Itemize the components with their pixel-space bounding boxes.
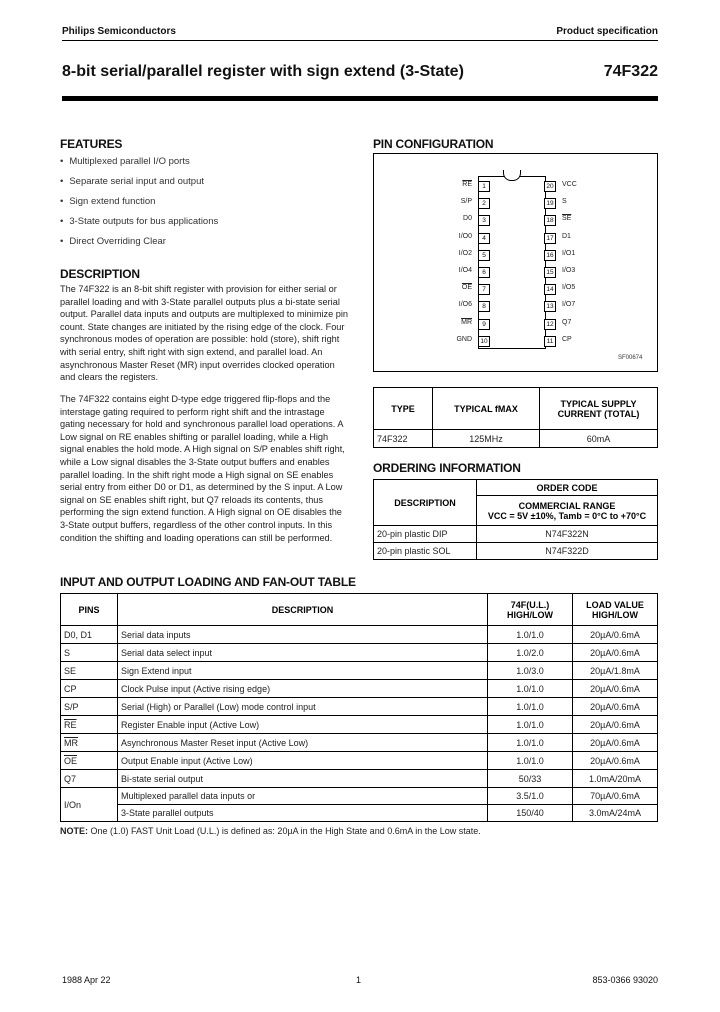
pin-number-left: 1 — [478, 181, 490, 192]
feature-item: • Direct Overriding Clear — [60, 232, 218, 252]
io-load-cell: 3.0mA/24mA — [573, 805, 658, 822]
pin-label-left: $\overline{MR}$ — [461, 318, 472, 326]
type-col-header: TYPE — [374, 388, 433, 430]
figure-id: SF00674 — [618, 355, 643, 361]
load-cell: 20µA/0.6mA — [573, 716, 658, 734]
table-row — [61, 752, 658, 770]
ul-cell: 1.0/1.0 — [488, 680, 573, 698]
document-type: Product specification — [556, 26, 658, 37]
header-thin-rule — [62, 40, 658, 41]
desc-cell: Serial (High) or Parallel (Low) mode control input — [118, 698, 488, 716]
pin-number-right: 13 — [544, 301, 556, 312]
ul-cell: 1.0/1.0 — [488, 698, 573, 716]
pin-number-left: 7 — [478, 284, 490, 295]
pin-number-right: 17 — [544, 233, 556, 244]
pin-config-heading: PIN CONFIGURATION — [373, 137, 494, 151]
io-load-cell: 70µA/0.6mA — [573, 788, 658, 805]
description-para-1: The 74F322 is an 8-bit shift register with provision for either serial or parallel loading and with 3-State parallel outputs plus a bi-state serial output. Parallel data inputs and outputs are multiplexed to minimize pin count. State changes are initiated by the rising edge of the clock. Four synchronous modes of operation are possible: hold (store), shift right with serial entry, shift right with sign extend, and parallel load. An asynchronous Master Reset (MR) input overrides clocked operation and clears the registers. — [60, 284, 349, 383]
desc-col-header: DESCRIPTION — [118, 594, 488, 626]
desc-cell: Output Enable input (Active Low) — [118, 752, 488, 770]
desc-cell: Bi-state serial output — [118, 770, 488, 788]
pin-label-right: I/O1 — [562, 249, 576, 257]
supply-col-header: TYPICAL SUPPLY CURRENT (TOTAL) — [540, 388, 658, 430]
desc-cell: Sign Extend input — [118, 662, 488, 680]
load-cell: 20µA/0.6mA — [573, 626, 658, 644]
ordering-table — [373, 479, 658, 560]
footer-page: 1 — [356, 975, 362, 985]
pin-number-left: 9 — [478, 319, 490, 330]
io-ul-cell: 3.5/1.0 — [488, 788, 573, 805]
ordering-code-header: ORDER CODE — [477, 480, 658, 496]
load-cell: 20µA/0.6mA — [573, 680, 658, 698]
desc-cell: Asynchronous Master Reset input (Active Low) — [118, 734, 488, 752]
ul-cell: 1.0/2.0 — [488, 644, 573, 662]
feature-item: • 3-State outputs for bus applications — [60, 212, 218, 232]
io-desc-cell: Multiplexed parallel data inputs or — [118, 788, 488, 805]
pin-label-left: GND — [456, 335, 472, 343]
ordering-row-desc: 20-pin plastic DIP — [374, 526, 477, 543]
company-name: Philips Semiconductors — [62, 26, 176, 37]
footer-date: 1988 Apr 22 — [62, 975, 111, 985]
table-row — [61, 716, 658, 734]
pin-cell: $\overline{OE}$ — [61, 752, 118, 770]
commercial-range-condition: VCC = 5V ±10%, Tamb = 0°C to +70°C — [487, 510, 647, 521]
pin-label-right: D1 — [562, 232, 571, 240]
pin-number-left: 4 — [478, 233, 490, 244]
desc-cell: Register Enable input (Active Low) — [118, 716, 488, 734]
loading-table — [60, 593, 658, 822]
pin-number-right: 18 — [544, 215, 556, 226]
desc-cell: Serial data inputs — [118, 626, 488, 644]
pin-label-right: $\overline{SE}$ — [562, 215, 572, 223]
desc-cell: Clock Pulse input (Active rising edge) — [118, 680, 488, 698]
pin-cell: S/P — [61, 698, 118, 716]
ul-cell: 1.0/1.0 — [488, 716, 573, 734]
ordering-desc-header: DESCRIPTION — [374, 480, 477, 526]
table-row — [61, 626, 658, 644]
pin-label-right: VCC — [562, 181, 577, 188]
load-cell: 20µA/0.6mA — [573, 734, 658, 752]
type-table — [373, 387, 658, 448]
desc-cell: Serial data select input — [118, 644, 488, 662]
pin-cell: SE — [61, 662, 118, 680]
fmax-cell: 125MHz — [433, 430, 540, 448]
pin-label-left: I/O6 — [458, 301, 472, 309]
fmax-col-header: TYPICAL fMAX — [433, 388, 540, 430]
ul-col-header: 74F(U.L.) HIGH/LOW — [488, 594, 573, 626]
pin-label-left: S/P — [460, 198, 472, 206]
pin-label-right: CP — [562, 335, 572, 343]
table-row — [61, 698, 658, 716]
note-text: One (1.0) FAST Unit Load (U.L.) is defined as: 20µA in the High State and 0.6mA in the Low state. — [90, 826, 481, 836]
table-row — [61, 662, 658, 680]
pin-number-left: 6 — [478, 267, 490, 278]
page-title: 8-bit serial/parallel register with sign extend (3-State) — [62, 63, 464, 80]
pin-label-right: I/O3 — [562, 267, 576, 274]
pin-number-left: 2 — [478, 198, 490, 209]
pin-label-left: I/O4 — [458, 267, 472, 274]
ordering-row-code: N74F322N — [477, 526, 658, 543]
load-cell: 1.0mA/20mA — [573, 770, 658, 788]
loading-note — [60, 826, 481, 836]
loading-body — [61, 626, 658, 788]
pin-cell: $\overline{RE}$ — [61, 716, 118, 734]
pin-label-right: Q7 — [562, 318, 572, 326]
load-cell: 20µA/0.6mA — [573, 644, 658, 662]
pin-number-left: 5 — [478, 250, 490, 261]
pin-number-right: 11 — [544, 336, 556, 347]
feature-item: • Separate serial input and output — [60, 172, 218, 192]
pin-number-right: 12 — [544, 319, 556, 330]
pin-cell: $\overline{MR}$ — [61, 734, 118, 752]
pin-cell: CP — [61, 680, 118, 698]
ul-cell: 1.0/3.0 — [488, 662, 573, 680]
header-thick-rule — [62, 96, 658, 101]
table-row — [61, 770, 658, 788]
type-cell: 74F322 — [374, 430, 433, 448]
features-heading: FEATURES — [60, 137, 123, 151]
table-row — [61, 734, 658, 752]
pin-number-left: 3 — [478, 215, 490, 226]
io-ul-cell: 150/40 — [488, 805, 573, 822]
pin-cell: S — [61, 644, 118, 662]
features-list — [60, 152, 218, 252]
feature-item: • Multiplexed parallel I/O ports — [60, 152, 218, 172]
io-pin-cell: I/On — [61, 788, 118, 822]
ordering-row-desc: 20-pin plastic SOL — [374, 543, 477, 560]
pin-number-left: 8 — [478, 301, 490, 312]
pin-label-right: I/O5 — [562, 284, 576, 292]
ul-cell: 1.0/1.0 — [488, 752, 573, 770]
ul-cell: 1.0/1.0 — [488, 626, 573, 644]
pin-label-right: S — [562, 198, 567, 206]
load-cell: 20µA/1.8mA — [573, 662, 658, 680]
part-number: 74F322 — [603, 63, 658, 80]
pin-label-left: I/O0 — [458, 232, 472, 240]
pins-col-header: PINS — [61, 594, 118, 626]
pin-label-left: I/O2 — [458, 249, 472, 257]
io-desc-cell: 3-State parallel outputs — [118, 805, 488, 822]
pin-label-left: D0 — [463, 215, 472, 223]
load-col-header: LOAD VALUE HIGH/LOW — [573, 594, 658, 626]
pin-number-right: 15 — [544, 267, 556, 278]
commercial-range-label: COMMERCIAL RANGE — [518, 500, 616, 511]
pin-cell: Q7 — [61, 770, 118, 788]
description-heading: DESCRIPTION — [60, 267, 140, 281]
ordering-range-header — [477, 496, 658, 526]
note-label: NOTE: — [60, 826, 88, 836]
pin-label-left: $\overline{OE}$ — [461, 284, 472, 292]
ul-cell: 1.0/1.0 — [488, 734, 573, 752]
pin-number-right: 19 — [544, 198, 556, 209]
pin-cell: D0, D1 — [61, 626, 118, 644]
pin-number-right: 16 — [544, 250, 556, 261]
load-cell: 20µA/0.6mA — [573, 698, 658, 716]
description-para-2: The 74F322 contains eight D-type edge triggered flip-flops and the interstage gating required to perform right shift and the intrastage gating necessary for hold and synchronous parallel load operations. A Low signal on RE enables shifting or parallel loading, while a High signal enables the hold mode. A High signal on S/P enables shift right, while a Low signal disables the 3-State output buffers and enables parallel loading. In the shift right mode a High signal on SE enables serial entry from either D0 or D1, as determined by the S input. A Low signal on SE enables shift right, but Q7 reloads its contents, thus performing the sign extend function. A High signal on OE disables the 3-State output buffers, regardless of the other control inputs. In this condition the shifting and loading operations can still be performed. — [60, 394, 345, 543]
ordering-row-code: N74F322D — [477, 543, 658, 560]
pin-number-left: 10 — [478, 336, 490, 347]
load-cell: 20µA/0.6mA — [573, 752, 658, 770]
table-row — [61, 644, 658, 662]
table-row — [61, 680, 658, 698]
feature-item: • Sign extend function — [60, 192, 218, 212]
ordering-heading: ORDERING INFORMATION — [373, 461, 521, 475]
pin-number-right: 20 — [544, 181, 556, 192]
supply-cell: 60mA — [540, 430, 658, 448]
footer-code: 853-0366 93020 — [592, 975, 658, 985]
pin-label-left: $\overline{RE}$ — [462, 181, 472, 188]
pin-number-right: 14 — [544, 284, 556, 295]
loading-heading: INPUT AND OUTPUT LOADING AND FAN-OUT TABLE — [60, 575, 356, 589]
pin-label-right: I/O7 — [562, 301, 576, 309]
ul-cell: 50/33 — [488, 770, 573, 788]
